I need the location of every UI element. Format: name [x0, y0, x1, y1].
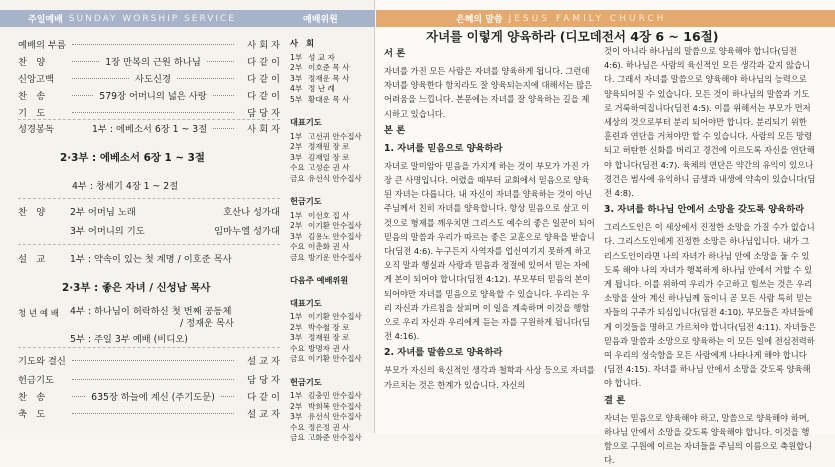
part23-reading: 2·3부 : 에베소서 6장 1 ~ 3절	[60, 151, 205, 164]
point2-text: 부모가 자신의 육신적인 생각과 철학과 사상 등으로 자녀를 가르치는 것은 한계가 있습니다. 자신의	[384, 365, 595, 390]
sermon-column-2	[604, 44, 816, 467]
order-row: 찬 송 579장 어머니의 넓은 사랑 다 같 이	[18, 91, 281, 102]
point1-text: 자녀로 말미암아 믿음을 가지게 하는 것이 부모가 가진 가장 큰 사명입니다. 어렸을 때부터 교회에서 믿음으로 양육된 자녀는 다릅니다. 내 자신이 자녀를 양육하는 것이 아닌 주님께서 친히 자녀를 양육합니다. 항상 믿음으로 살고 이것으로 형제를 깨우치면 그리스도 예수의 좋은 일꾼이 되어 믿음의 말씀과 우리가 따르는 좋은 교훈으로 양육을 받습니다(딤전 4:6). 누구든지 사역자를 업신여기지 못하게 하고 오직 말과 행실과 사랑과 믿음과 정절에 있어서 믿는 자에게 본이 되어야 합니다(딤전 4:12). 부모부터 믿음의 본이 되어야만 자녀를 믿음으로 양육할 수 있습니다. 우리는 우리 자신과 가르침을 살피며 이 일을 계속하며 이것을 행함으로 우리 자신과 우리에게 듣는 자를 구원하게 됩니다(딤전 4:16).	[384, 160, 595, 342]
committee-member: 5부 황대운 목 사	[290, 94, 350, 104]
sermon-23: 2·3부 : 좋은 자녀 / 신성남 목사	[62, 281, 211, 294]
part5-line: 5부 : 주일 3부 예배 (비디오)	[70, 334, 188, 345]
closing-row: 축 도 설 교 자	[18, 409, 280, 420]
point2-heading: 2. 자녀를 말씀으로 양육하라	[384, 347, 503, 359]
committee-member: 1부 이선호 집 사	[290, 210, 350, 220]
committee-member: 1부 성 교 자	[290, 52, 335, 62]
youth-line-2: / 정재운 목사	[180, 318, 234, 329]
intro-heading: 서 론	[384, 48, 406, 59]
committee-member: 2부 정재원 장 로	[290, 142, 350, 151]
order-row: 예배의 부름 사 회 자	[18, 40, 280, 51]
order-row: 찬 양 1장 만복의 근원 하나님 다 같 이	[18, 57, 281, 68]
committee-group	[286, 117, 372, 184]
committee-member: 수요 방명자 권 사	[290, 343, 350, 353]
committee-member: 수요 고성순 권 사	[290, 163, 350, 172]
committee-member: 금요 방기운 안수집사	[290, 252, 362, 262]
closing-row: 헌금기도 담 당 자	[18, 375, 280, 386]
committee-group	[286, 377, 372, 444]
committee-member: 수요 이춘화 권 사	[290, 242, 350, 251]
point1-heading: 1. 자녀를 믿음으로 양육하라	[384, 142, 503, 154]
committee-group-title: 대표기도	[290, 297, 322, 308]
worship-order-panel	[0, 0, 375, 442]
sermon-column-1	[384, 44, 596, 392]
committee-member: 2부 박희복 안수집사	[290, 401, 362, 411]
committee-member: 4부 정 난 례	[290, 84, 335, 93]
committee-group-title: 대표기도	[290, 117, 322, 127]
committee-member: 3부 김재일 장 로	[290, 152, 350, 162]
body-heading: 본 론	[384, 124, 406, 136]
committee-group	[286, 275, 372, 286]
worship-order-header	[0, 10, 375, 27]
point2-cont: 것이 아니라 하나님의 말씀으로 양육해야 합니다(딤전 4:6). 하나님은 사람의 육신적인 모든 생각과 같지 않습니다. 그래서 자녀를 말씀으로 양육해야 하나님의 능력으로 양육되어질 수 있습니다. 모든 것이 하나님의 말씀과 기도로 거룩하여집니다(딤전 4:5). 이를 위해서는 부모가 먼저 세상의 것으로부터 분리 되어야만 합니다. 분리되기 위한 훈련과 연단을 거쳐야만 할 수 있습니다. 사람의 모든 망령되고 허탄한 신화를 버리고 경건에 이르도록 자신을 연단해야 합니다(딤전 4:7). 육체의 연단은 약간의 유익이 있으나 경건은 범사에 유익하니 금생과 내생에 약속이 있습니다(딤전 4:8).	[604, 46, 816, 199]
praise-row-2: 3부 어머니의 기도 임마누엘 성가대	[70, 226, 280, 237]
youth-label: 청 년 예 배	[18, 309, 59, 319]
committee-member: 3부 정재운 목 사	[290, 73, 350, 83]
committee-group-title: 다음주 예배위원	[290, 275, 349, 285]
committee-member: 1부 김충민 안수집사	[290, 391, 362, 400]
committee-member: 3부 김용노 안수집사	[290, 231, 362, 241]
committee-group	[286, 38, 372, 105]
sermon-row: 설 교 1부 : 약속이 있는 첫 계명 / 이호준 목사	[18, 254, 232, 265]
committee-member: 금요 유선식 안수집사	[290, 173, 362, 183]
intro-text: 자녀를 가진 모든 사람은 자녀를 양육하게 됩니다. 그런데 자녀를 양육한다 함치라도 잘 양육되는지에 대해서는 많은 어려움을 느낍니다. 본문에는 자녀를 잘 양육하는 길을 제시하고 있습니다.	[384, 66, 593, 119]
praise-row-1: 찬 양 2부 어머님 노래 호산나 성가대	[18, 207, 280, 218]
committee-member: 2부 이호준 목 사	[290, 63, 350, 72]
committee-group	[286, 196, 372, 263]
committee-group-title: 사 회	[290, 38, 315, 48]
sermon-panel	[376, 0, 835, 466]
sermon-header: 은혜의 말씀 JESUS FAMILY CHURCH	[376, 10, 835, 27]
committee-group-title: 헌금기도	[290, 376, 322, 387]
sermon-title: 자녀를 이렇게 양육하라 (디모데전서 4장 6 ~ 16절)	[426, 29, 719, 44]
committee-member: 2부 이기환 안수집사	[290, 221, 362, 230]
committee-member: 수요 정은정 권 사	[290, 422, 350, 432]
committee-group	[286, 298, 372, 365]
conclusion-heading: 결 론	[604, 394, 626, 406]
committee-member: 금요 이기환 안수집사	[290, 354, 362, 363]
closing-row: 기도와 결신 설 교 자	[18, 356, 280, 367]
point3-heading: 3. 자녀를 하나님 안에서 소망을 갖도록 양육하라	[604, 204, 805, 216]
committee-label: 예배위원	[303, 15, 338, 25]
committee-member: 금요 고화준 안수집사	[290, 433, 362, 442]
order-row: 기 도 담 당 자	[18, 108, 280, 119]
part4-reading: 4부 : 창세기 4장 1 ~ 2절	[72, 181, 179, 192]
committee-sidebar	[286, 38, 372, 456]
point3-text: 그리스도인은 이 세상에서 진정한 소망을 가질 수가 없습니다. 그리스도인에게 진정한 소망은 하나님입니다. 내가 그리스도인이라면 나의 자녀가 하나님 안에 소망을 둘 수 있도록 해야 나의 자녀가 행복하게 하나님 안에서 거할 수 있게 됩니다. 이를 위하여 우리가 수고하고 힘쓰는 것은 우리 소망을 살아 계신 하나님께 둠이니 곧 모든 사람 특히 믿는 자들의 구주가 되심입니다(딤전 4:10). 부모들은 자녀들에게 이것들을 명하고 가르쳐야 합니다(딤전 4:11). 자녀들은 믿음과 말씀과 소망으로 양육하는 이 모든 일에 전심전력하여 우리의 성숙함을 모든 사람에게 나타나게 해야 합니다(딤전 4:15). 자녀를 하나님 안에서 소망을 갖도록 양육해야 합니다.	[604, 222, 816, 389]
committee-member: 3부 정재원 장 로	[290, 333, 350, 342]
order-row: 신앙고백 사도신경 다 같 이	[18, 74, 280, 85]
committee-member: 3부 유선식 안수집사	[290, 412, 362, 421]
committee-member: 1부 고선귀 안수집사	[290, 131, 362, 141]
closing-row: 찬 송 635장 하늘에 계신 (주기도문) 다 같 이	[18, 392, 280, 403]
committee-member: 1부 이기환 안수집사	[290, 312, 362, 321]
header-label: 주일예배	[28, 15, 63, 25]
header-sub: SUNDAY WORSHIP SERVICE	[68, 13, 237, 24]
youth-line-1: 4부 : 하나님이 허락하신 첫 번째 공동체	[70, 306, 232, 317]
committee-group-title: 헌금기도	[290, 196, 322, 206]
committee-member: 2부 박수철 장 로	[290, 322, 350, 332]
reading-row: 성경봉독 1부 : 에베소서 6장 1 ~ 3절 사 회 자	[18, 124, 280, 135]
conclusion-text: 자녀는 믿음으로 양육해야 하고, 말씀으로 양육해야 하며, 하나님 안에서 소망을 갖도록 양육해야 합니다. 이것을 행함으로 구원에 이르는 자녀들을 주님의 이름으로 축원합니다.	[604, 412, 813, 466]
